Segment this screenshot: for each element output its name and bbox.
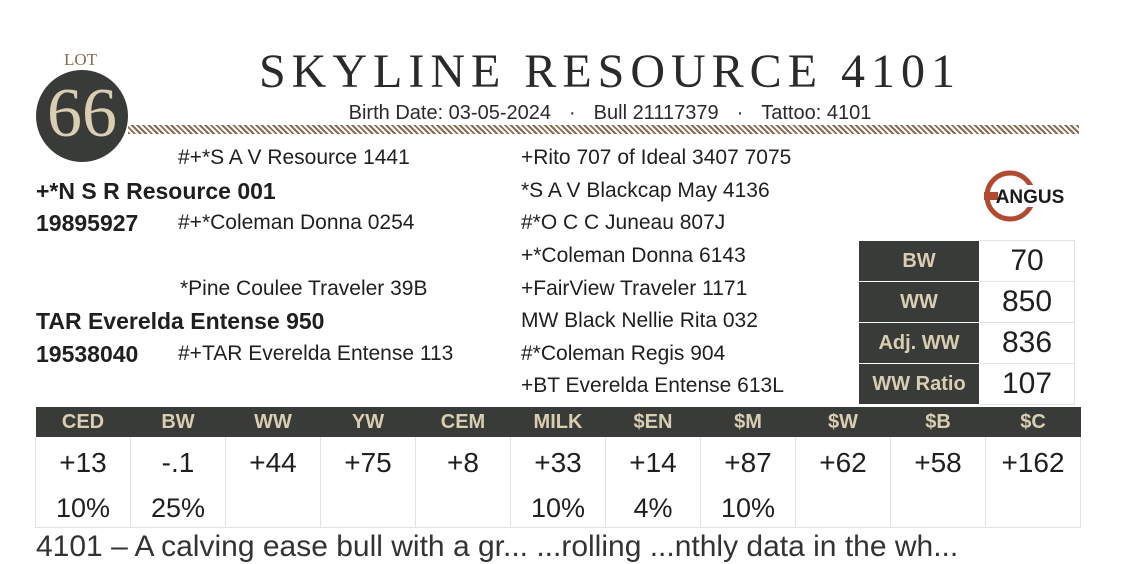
pedigree-right-5: +FairView Traveler 1171	[521, 277, 748, 300]
dam: TAR Everelda Entense 950	[36, 308, 325, 334]
pedigree-right-7: #*Coleman Regis 904	[521, 342, 726, 365]
description-text: 4101 – A calving ease bull with a gr... ...rolling ...nthly data in the wh...	[36, 530, 959, 563]
epd-header: CED	[36, 407, 131, 437]
separator: ·	[568, 102, 576, 124]
epd-header: WW	[226, 407, 321, 437]
epd-value: +62	[796, 437, 891, 489]
epd-header: YW	[321, 407, 416, 437]
epd-value: +87	[701, 437, 796, 489]
weight-stats-table	[858, 240, 1075, 405]
lot-label: LOT	[64, 50, 98, 69]
stat-value: 70	[980, 241, 1075, 282]
pedigree-right-1: +Rito 707 of Ideal 3407 7075	[521, 146, 792, 169]
epd-percentile: 10%	[511, 489, 606, 528]
stat-label: Adj. WW	[859, 323, 980, 364]
epd-value: +14	[606, 437, 701, 489]
epd-value: +44	[226, 437, 321, 489]
epd-value: -.1	[131, 437, 226, 489]
stat-value: 850	[980, 282, 1075, 323]
epd-value: +75	[321, 437, 416, 489]
separator: ·	[736, 102, 744, 124]
stat-row	[859, 241, 1075, 282]
divider-stripe	[128, 125, 1079, 134]
lot-badge	[36, 70, 128, 162]
epd-percentile	[321, 489, 416, 528]
epd-header: $W	[796, 407, 891, 437]
dam-registration: 19538040	[36, 341, 139, 367]
epd-percentile: 10%	[36, 489, 131, 528]
epd-header: $EN	[606, 407, 701, 437]
subtitle	[140, 102, 1080, 125]
angus-logo-text: ANGUS	[995, 187, 1065, 208]
epd-header: MILK	[511, 407, 606, 437]
epd-value: +8	[416, 437, 511, 489]
bull-registration: Bull 21117379	[593, 102, 719, 124]
epd-header: CEM	[416, 407, 511, 437]
dam-sire: *Pine Coulee Traveler 39B	[180, 277, 428, 300]
pedigree-right-2: *S A V Blackcap May 4136	[521, 179, 770, 202]
sire-registration: 19895927	[36, 210, 139, 236]
epd-table	[35, 407, 1081, 528]
stat-label: BW	[859, 241, 980, 282]
epd-percentile-row	[36, 489, 1081, 528]
epd-percentile	[986, 489, 1081, 528]
epd-header-row	[36, 407, 1081, 437]
birth-date: Birth Date: 03-05-2024	[348, 102, 551, 124]
epd-percentile: 4%	[606, 489, 701, 528]
epd-header: $B	[891, 407, 986, 437]
epd-percentile	[416, 489, 511, 528]
pedigree-right-3: #*O C C Juneau 807J	[521, 211, 726, 234]
epd-header: $C	[986, 407, 1081, 437]
epd-percentile: 10%	[701, 489, 796, 528]
stat-row	[859, 282, 1075, 323]
dam-dam: #+TAR Everelda Entense 113	[178, 342, 454, 365]
epd-percentile: 25%	[131, 489, 226, 528]
pedigree-right-6: MW Black Nellie Rita 032	[521, 309, 758, 332]
lot-number: 66	[47, 75, 117, 152]
epd-value-row	[36, 437, 1081, 489]
stat-value: 107	[980, 364, 1075, 405]
epd-value: +58	[891, 437, 986, 489]
angus-logo	[984, 170, 1066, 222]
stat-row	[859, 323, 1075, 364]
sire: +*N S R Resource 001	[36, 178, 276, 204]
sire-sire: #+*S A V Resource 1441	[178, 146, 410, 169]
stat-label: WW Ratio	[859, 364, 980, 405]
epd-percentile	[796, 489, 891, 528]
epd-value: +162	[986, 437, 1081, 489]
stat-label: WW	[859, 282, 980, 323]
epd-value: +33	[511, 437, 606, 489]
epd-value: +13	[36, 437, 131, 489]
epd-percentile	[891, 489, 986, 528]
stat-row	[859, 364, 1075, 405]
epd-percentile	[226, 489, 321, 528]
sire-dam: #+*Coleman Donna 0254	[178, 211, 415, 234]
epd-header: BW	[131, 407, 226, 437]
stat-value: 836	[980, 323, 1075, 364]
epd-header: $M	[701, 407, 796, 437]
pedigree-right-8: +BT Everelda Entense 613L	[521, 374, 784, 397]
tattoo: Tattoo: 4101	[761, 102, 872, 124]
page-title: SKYLINE RESOURCE 4101	[258, 45, 962, 98]
pedigree-right-4: +*Coleman Donna 6143	[521, 244, 746, 267]
